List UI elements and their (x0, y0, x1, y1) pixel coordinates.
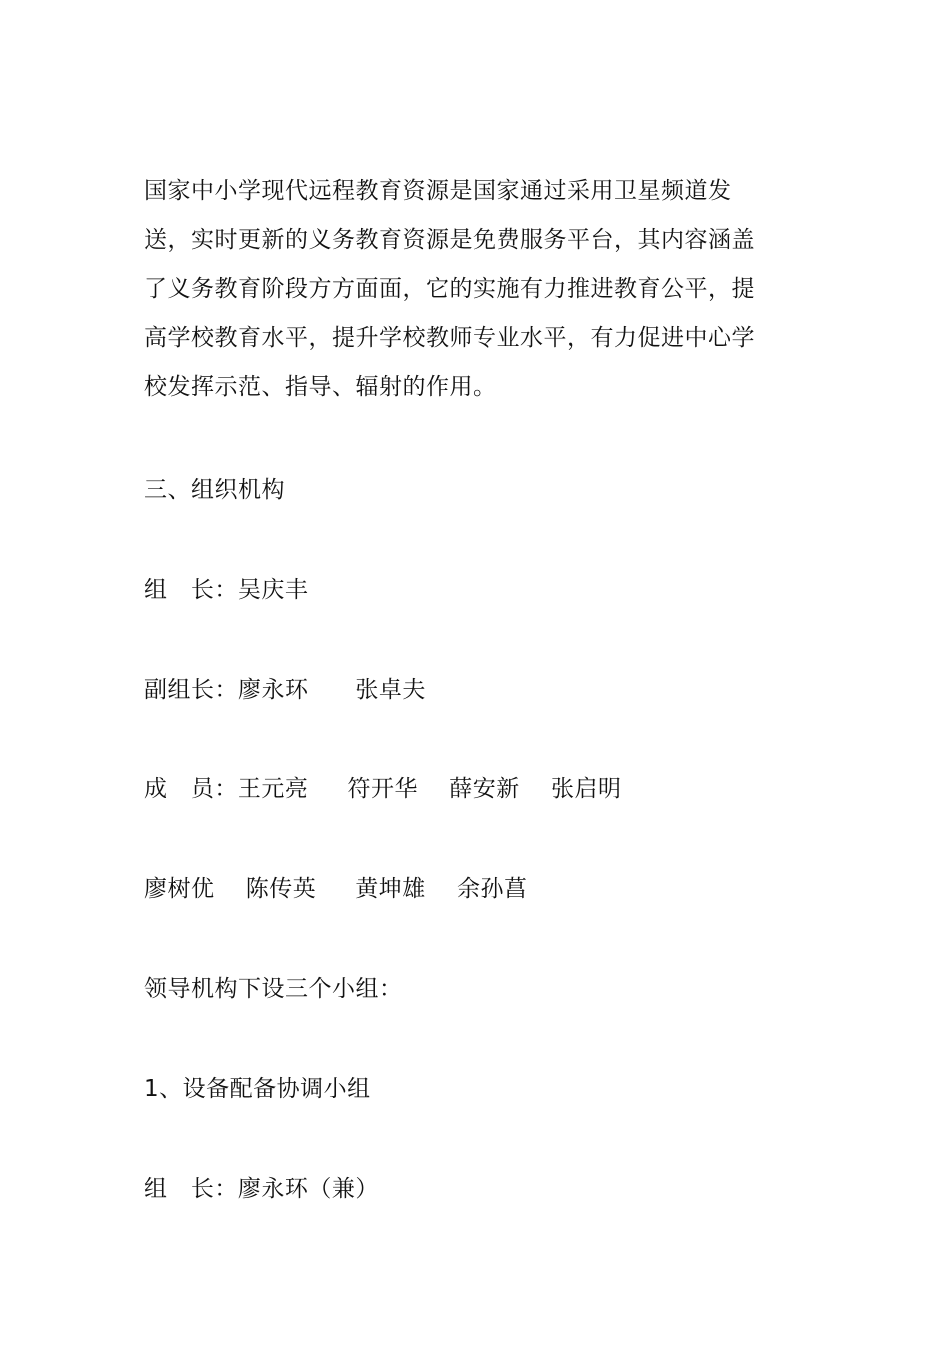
members-line-continued: 廖树优 陈传英 黄坤雄 余孙菖 (144, 876, 528, 902)
deputy-leaders-line: 副组长：廖永环 张卓夫 (144, 677, 426, 703)
subgroup-title: 1、设备配备协调小组 (144, 1076, 371, 1102)
intro-line: 国家中小学现代远程教育资源是国家通过采用卫星频道发 (144, 178, 732, 204)
intro-line: 了义务教育阶段方方面面，它的实施有力推进教育公平，提 (144, 276, 755, 302)
intro-line: 校发挥示范、指导、辐射的作用。 (144, 374, 497, 400)
intro-line: 高学校教育水平，提升学校教师专业水平，有力促进中心学 (144, 325, 755, 351)
intro-paragraph (144, 167, 755, 412)
section-heading: 三、组织机构 (144, 477, 285, 503)
intro-line: 送，实时更新的义务教育资源是免费服务平台，其内容涵盖 (144, 227, 755, 253)
subgroup-leader-line: 组 长：廖永环（兼） (144, 1176, 379, 1202)
members-line: 成 员：王元亮 符开华 薛安新 张启明 (144, 776, 622, 802)
subgroups-intro: 领导机构下设三个小组： (144, 976, 403, 1002)
leader-line: 组 长：吴庆丰 (144, 577, 309, 603)
